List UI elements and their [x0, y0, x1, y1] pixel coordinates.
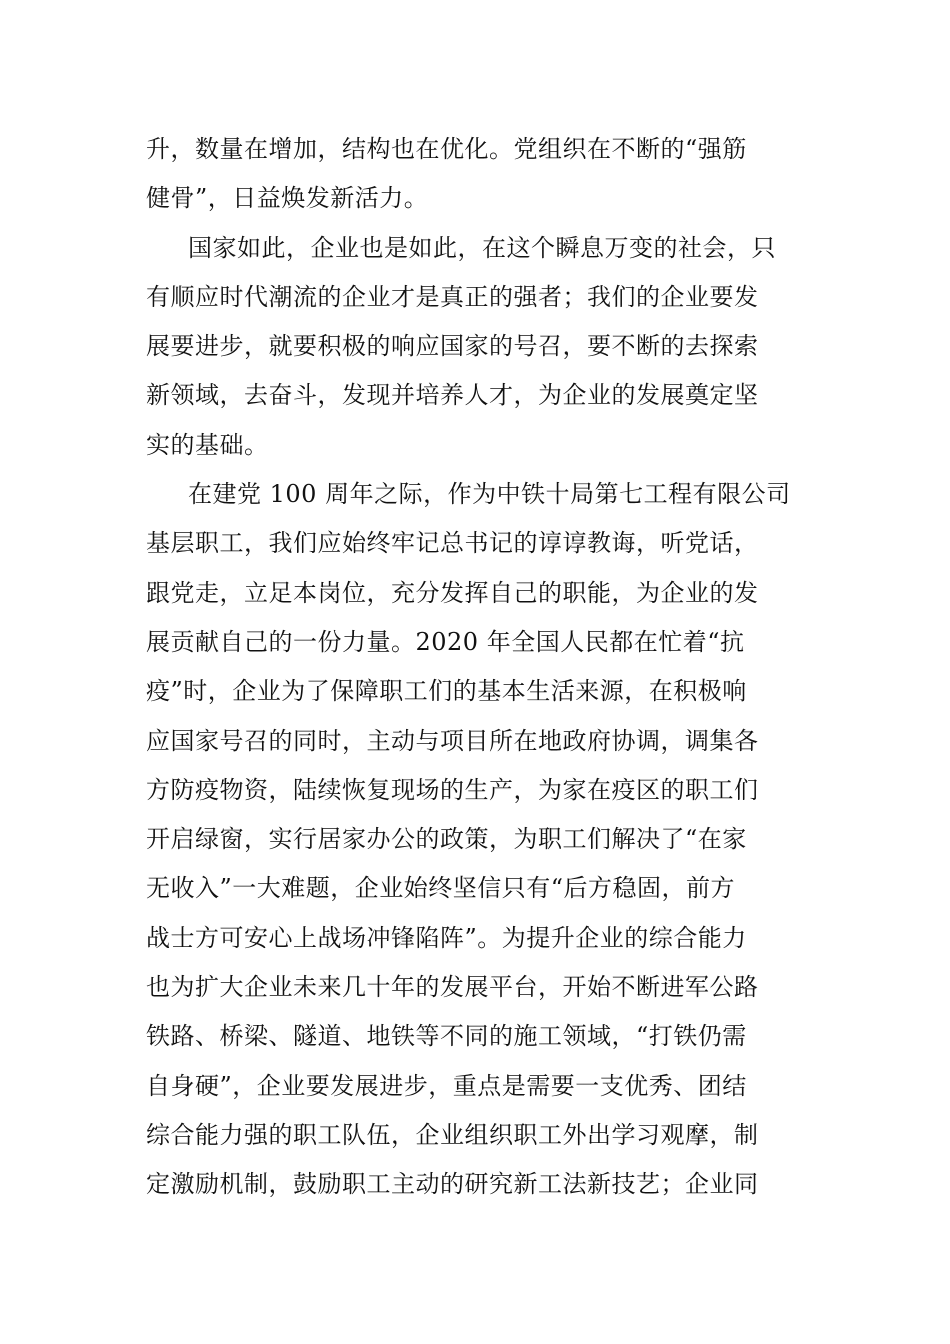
text-line: 升，数量在增加，结构也在优化。党组织在不断的“强筋: [146, 135, 747, 163]
text-line: 方防疫物资，陆续恢复现场的生产，为家在疫区的职工们: [146, 775, 759, 804]
text-line: 铁路、桥梁、隧道、地铁等不同的施工领域，“打铁仍需: [146, 1022, 747, 1051]
text-line: 实的基础。: [146, 430, 269, 459]
text-line: 开启绿窗，实行居家办公的政策，为职工们解决了“在家: [146, 825, 747, 854]
text-line: 健骨”，日益焕发新活力。: [146, 184, 429, 213]
text-line: 新领域，去奋斗，发现并培养人才，为企业的发展奠定坚: [146, 381, 759, 410]
text-line: 展贡献自己的一份力量。2020 年全国人民都在忙着“抗: [146, 627, 745, 656]
paragraph-start-line: 在建党 100 周年之际，作为中铁十局第七工程有限公司: [188, 480, 791, 509]
text-line: 无收入”一大难题，企业始终坚信只有“后方稳固，前方: [146, 874, 736, 903]
body-text: [146, 125, 810, 1210]
text-line: 定激励机制，鼓励职工主动的研究新工法新技艺；企业同: [146, 1170, 759, 1199]
text-line: 应国家号召的同时，主动与项目所在地政府协调，调集各: [146, 726, 759, 755]
text-line: 基层职工，我们应始终牢记总书记的谆谆教诲，听党话，: [146, 529, 759, 558]
text-line: 有顺应时代潮流的企业才是真正的强者；我们的企业要发: [146, 282, 759, 311]
text-line: 展要进步，就要积极的响应国家的号召，要不断的去探索: [146, 332, 759, 361]
text-line: 跟党走，立足本岗位，充分发挥自己的职能，为企业的发: [146, 578, 759, 607]
text-line: 战士方可安心上战场冲锋陷阵”。为提升企业的综合能力: [146, 923, 747, 952]
text-line: 疫”时，企业为了保障职工们的基本生活来源，在积极响: [146, 677, 747, 706]
text-line: 综合能力强的职工队伍，企业组织职工外出学习观摩，制: [146, 1120, 759, 1149]
text-line: 自身硬”，企业要发展进步，重点是需要一支优秀、团结: [146, 1071, 747, 1100]
text-line: 也为扩大企业未来几十年的发展平台，开始不断进军公路: [146, 973, 759, 1002]
paragraph-start-line: 国家如此，企业也是如此，在这个瞬息万变的社会，只: [188, 233, 776, 262]
